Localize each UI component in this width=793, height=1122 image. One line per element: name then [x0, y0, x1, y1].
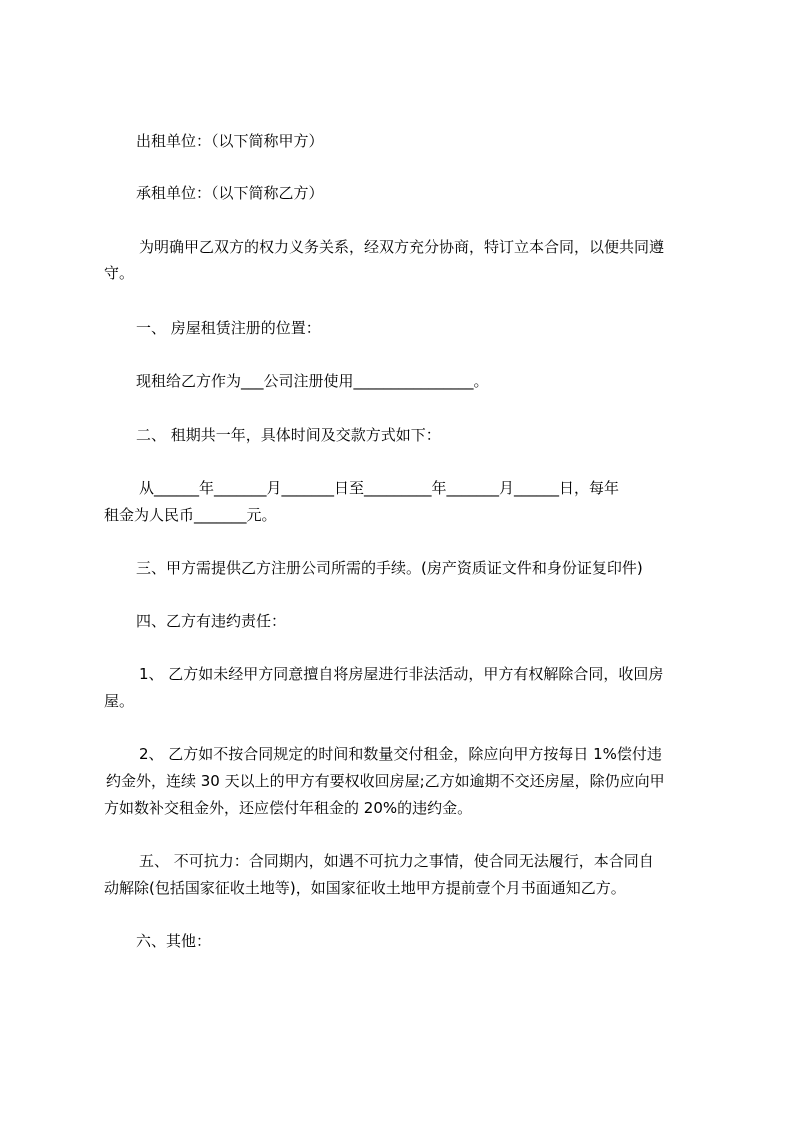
section-4-item-2-line-1: 2、 乙方如不按合同规定的时间和数量交付租金，除应向甲方按每日 1%偿付违	[139, 745, 662, 763]
section-4-item-1-line-2: 屋。	[104, 692, 135, 710]
intro-line-1: 为明确甲乙双方的权力义务关系，经双方充分协商，特订立本合同，以便共同遵	[139, 238, 665, 256]
section-4-item-2-line-2: 约金外，连续 30 天以上的甲方有要权收回房屋;乙方如逾期不交还房屋，除仍应向甲	[106, 772, 665, 790]
section-5-line-1: 五、 不可抗力：合同期内，如遇不可抗力之事情，使合同无法履行，本合同自	[139, 852, 654, 870]
section-5-line-2: 动解除(包括国家征收土地等)，如国家征收土地甲方提前壹个月书面通知乙方。	[104, 879, 626, 897]
section-4-item-2-line-3: 方如数补交租金外，还应偿付年租金的 20%的违约金。	[104, 799, 473, 817]
section-2-heading: 二、 租期共一年，具体时间及交款方式如下：	[136, 426, 441, 444]
section-4-heading: 四、乙方有违约责任：	[136, 612, 287, 630]
section-2-line-1: 从______年_______月_______日至_________年_______月______日，每年	[139, 479, 620, 497]
intro-line-2: 守。	[104, 264, 135, 282]
section-3: 三、甲方需提供乙方注册公司所需的手续。(房产资质证文件和身份证复印件)	[136, 559, 643, 577]
section-4-item-1-line-1: 1、 乙方如未经甲方同意擅自将房屋进行非法活动，甲方有权解除合同，收回房	[139, 665, 664, 683]
lessor-line: 出租单位：（以下简称甲方）	[136, 132, 324, 150]
section-2-line-2: 租金为人民币_______元。	[104, 506, 277, 524]
section-1-heading: 一、 房屋租赁注册的位置：	[136, 319, 321, 337]
lessee-line: 承租单位：（以下简称乙方）	[136, 184, 324, 202]
section-1-body: 现租给乙方作为___公司注册使用________________。	[136, 372, 489, 390]
section-6-heading: 六、其他：	[136, 932, 212, 950]
